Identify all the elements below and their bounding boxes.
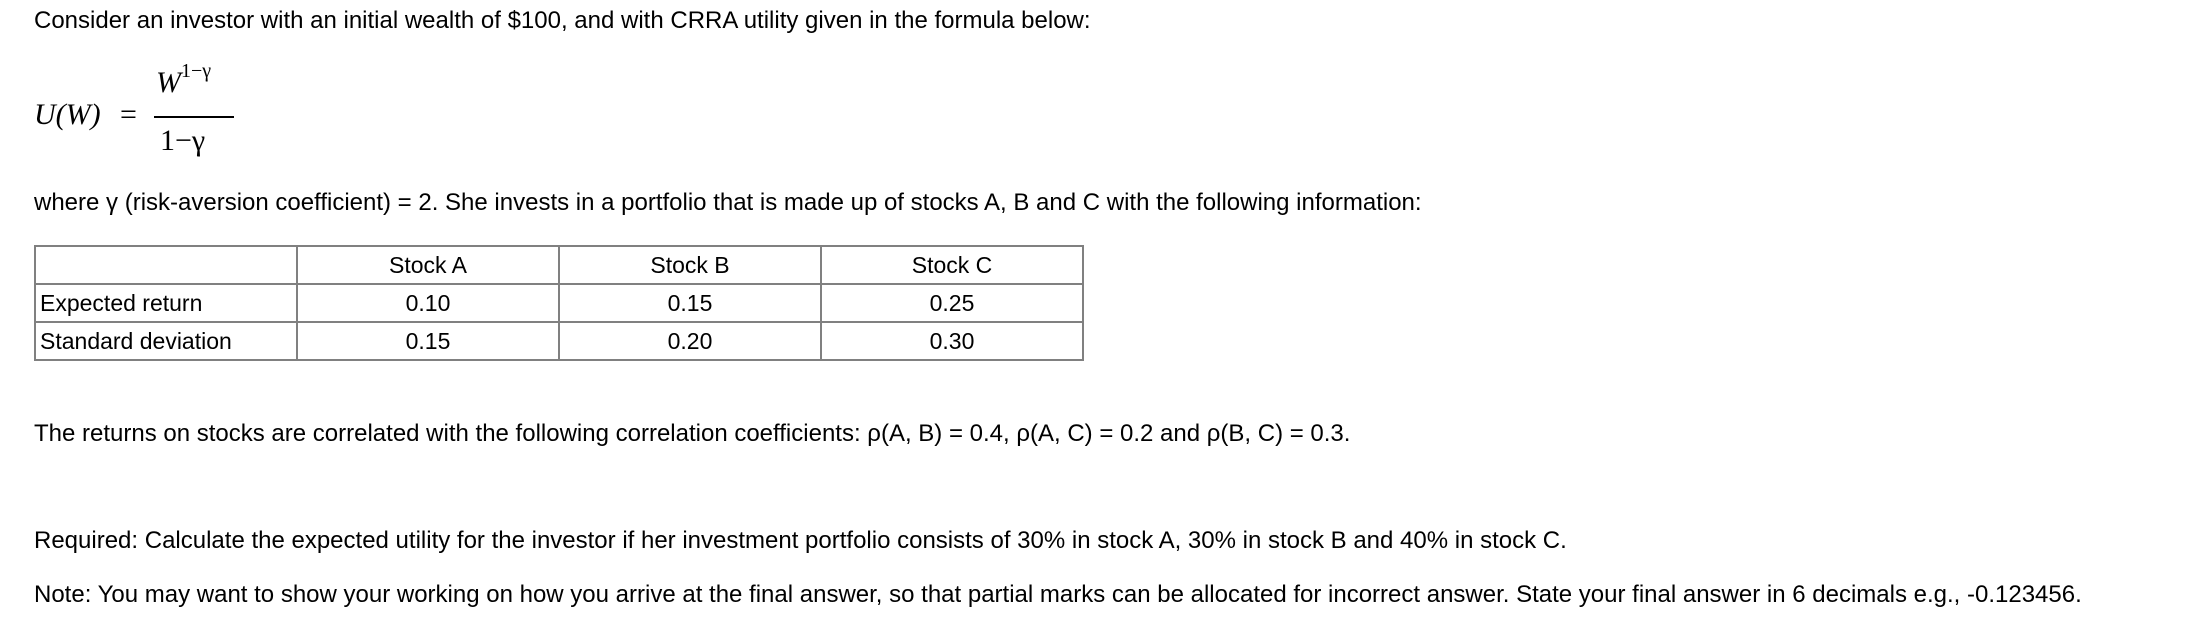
note-paragraph: Note: You may want to show your working on how you arrive at the final answer, so that partial marks can be allocated for incorrect answer. State your final answer in 6 decimals e.g., -0.123456. <box>34 581 2082 608</box>
formula-denominator: 1−γ <box>160 124 206 157</box>
row-label: Expected return <box>35 284 297 322</box>
formula-equals: = <box>120 98 137 131</box>
table-cell: 0.15 <box>297 322 559 360</box>
table-header-cell: Stock C <box>821 246 1083 284</box>
correlation-paragraph: The returns on stocks are correlated with the following correlation coefficients: ρ(A, B) = 0.4, ρ(A, C) = 0.2 and ρ(B, C) = 0.3. <box>34 420 1351 447</box>
table-header-cell: Stock B <box>559 246 821 284</box>
table-cell: 0.30 <box>821 322 1083 360</box>
table-cell: 0.10 <box>297 284 559 322</box>
table-header-cell <box>35 246 297 284</box>
table-row <box>35 322 1083 360</box>
intro-paragraph: Consider an investor with an initial wealth of $100, and with CRRA utility given in the formula below: <box>34 7 1091 34</box>
stock-info-table <box>34 245 1084 361</box>
table-header-cell: Stock A <box>297 246 559 284</box>
formula-lhs: U(W) <box>34 98 101 131</box>
table-row <box>35 284 1083 322</box>
row-label: Standard deviation <box>35 322 297 360</box>
fraction-bar <box>154 116 234 118</box>
required-paragraph: Required: Calculate the expected utility for the investor if her investment portfolio consists of 30% in stock A, 30% in stock B and 40% in stock C. <box>34 527 1567 554</box>
formula-numerator-base: W <box>156 66 181 99</box>
table-cell: 0.15 <box>559 284 821 322</box>
table-header-row <box>35 246 1083 284</box>
table-cell: 0.20 <box>559 322 821 360</box>
formula-numerator-exponent: 1−γ <box>181 60 212 82</box>
formula-numerator <box>156 60 212 100</box>
table-cell: 0.25 <box>821 284 1083 322</box>
crra-utility-formula <box>34 60 274 166</box>
where-paragraph: where γ (risk-aversion coefficient) = 2. She invests in a portfolio that is made up of stocks A, B and C with the following information: <box>34 189 1422 216</box>
